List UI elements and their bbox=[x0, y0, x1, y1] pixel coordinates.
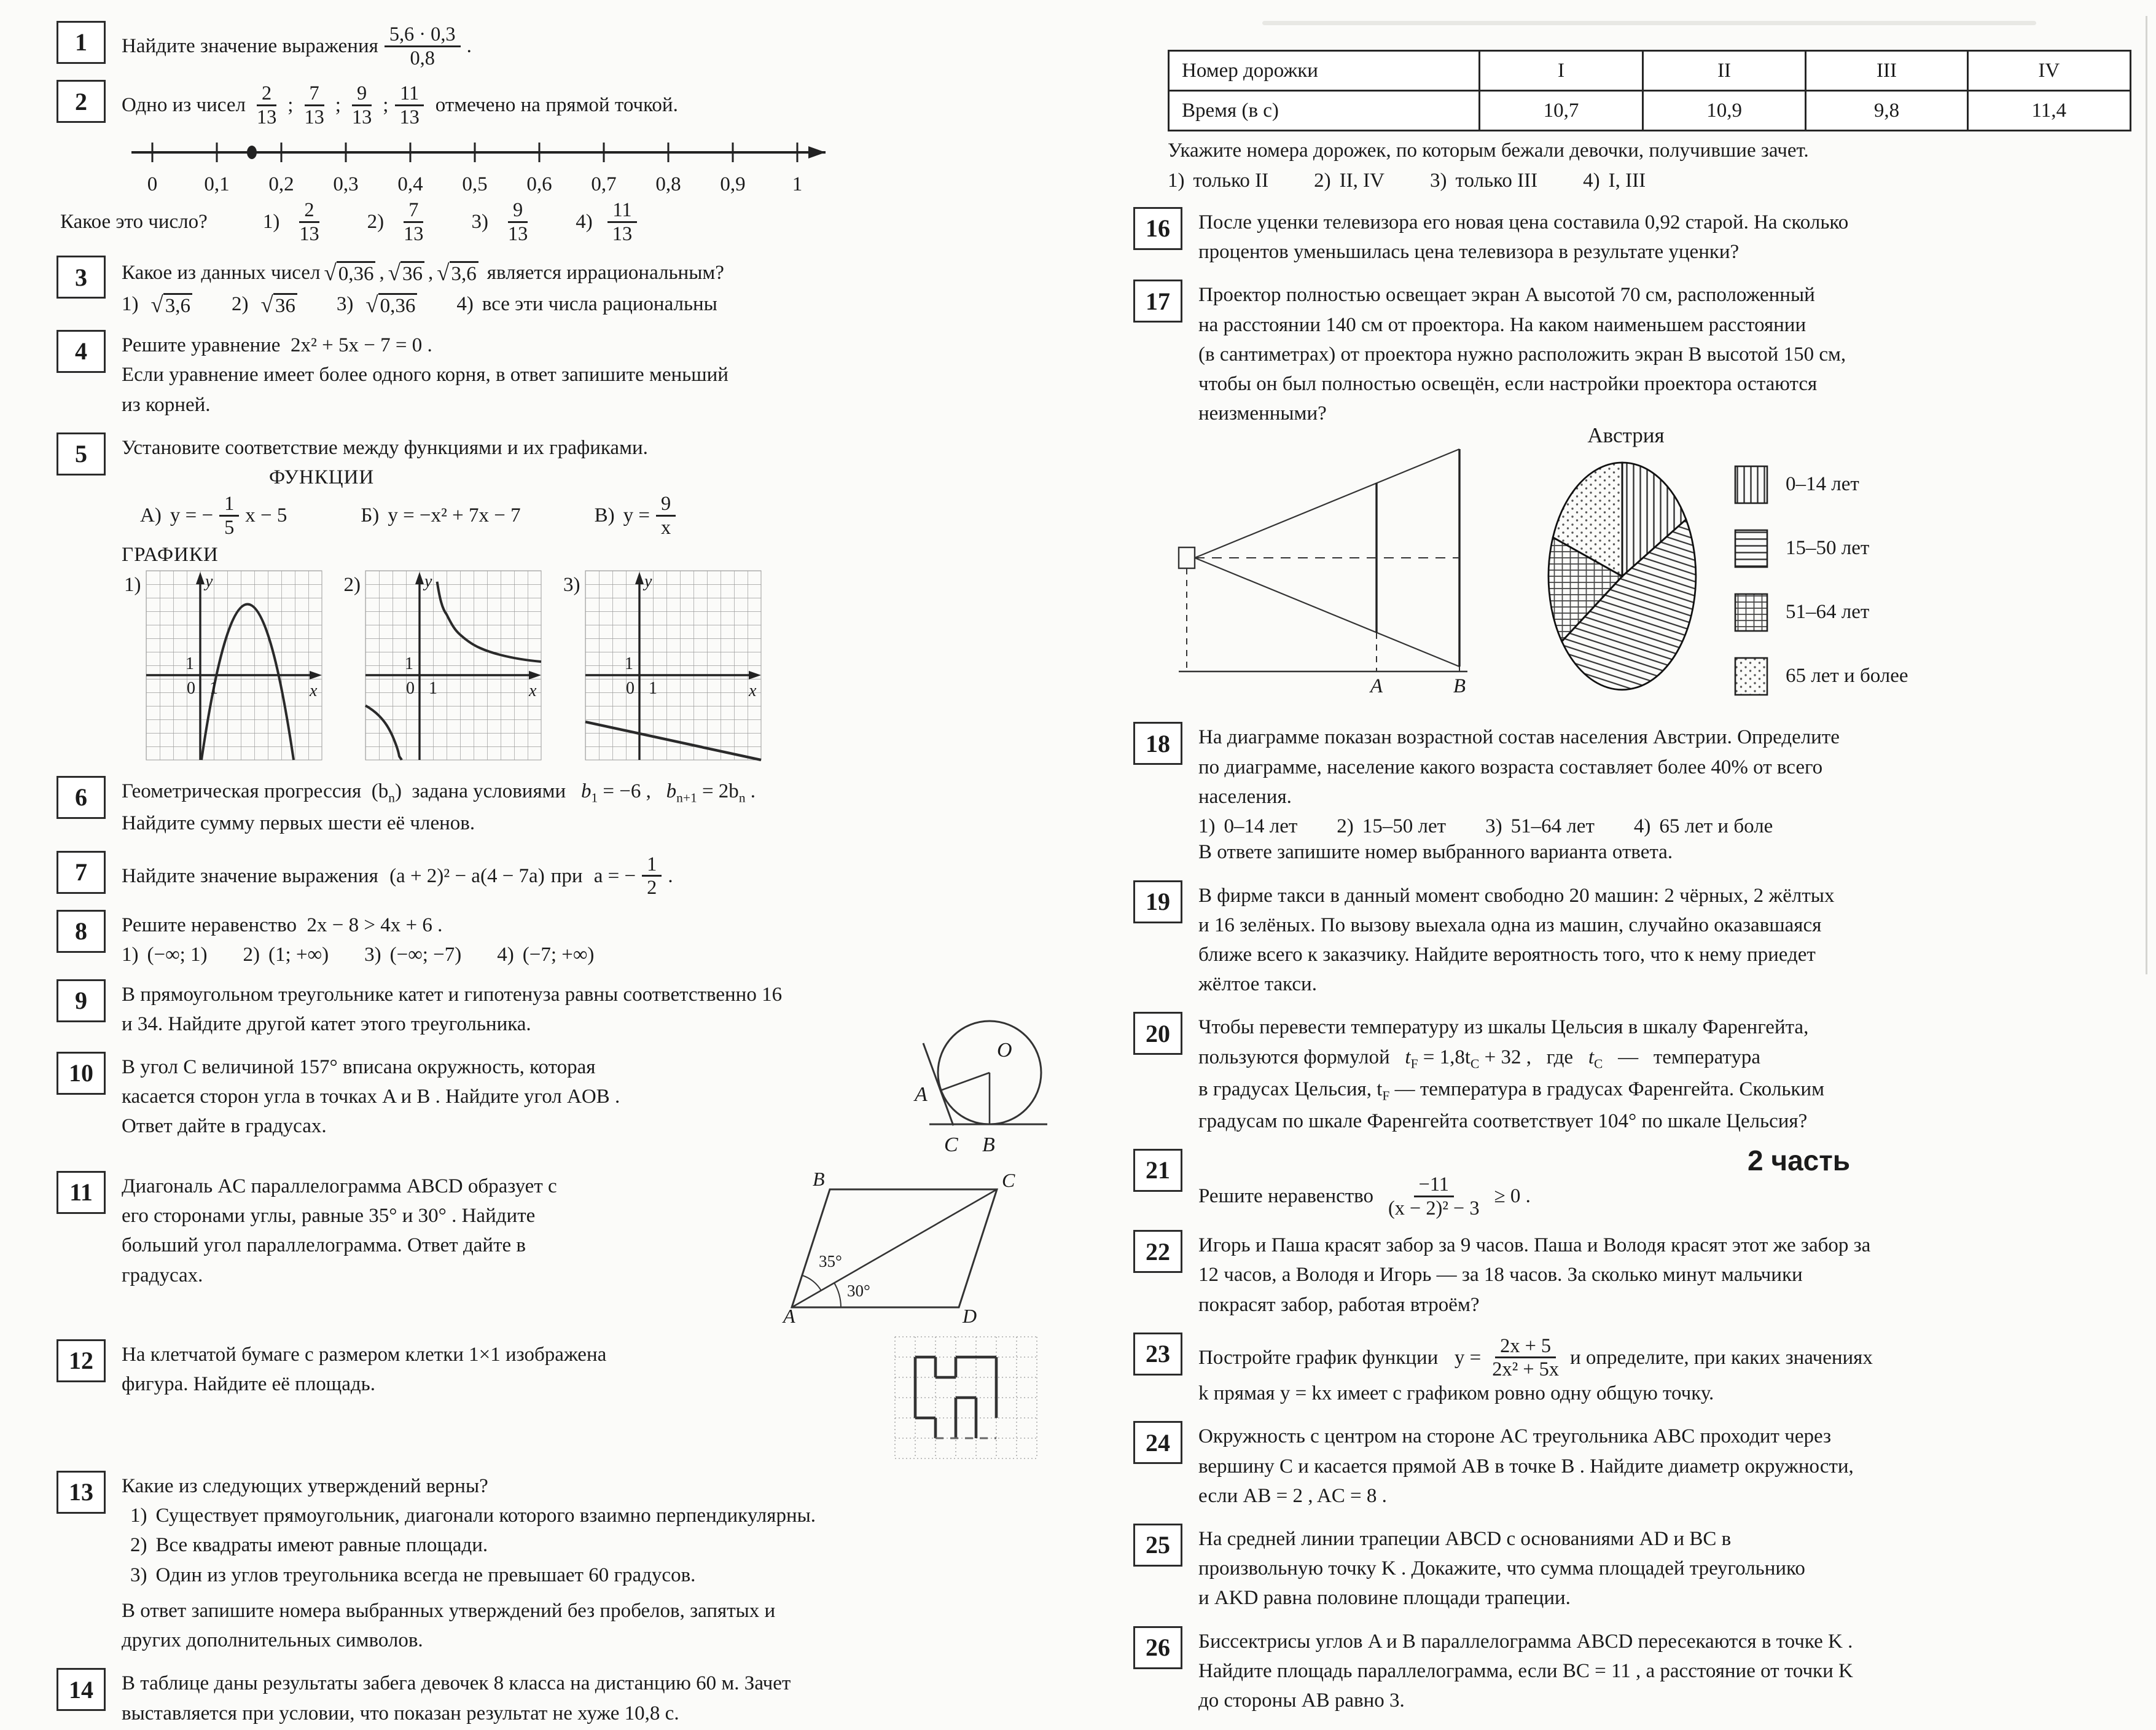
scan-smudge-artifact bbox=[1262, 21, 2036, 25]
problem-25 bbox=[1133, 1521, 2131, 1615]
problem-number: 24 bbox=[1133, 1421, 1182, 1464]
problem-text: Геометрическая прогрессия $(b_n)$ задана условиями $b_1 = -6$ , $b_{n+1} = 2b_n$ . Найдите сумму первых шести её членов. bbox=[122, 780, 756, 834]
option: 2) 15–50 лет bbox=[1337, 815, 1447, 838]
inscribed-circle-figure bbox=[892, 1011, 1053, 1160]
marked-point bbox=[247, 146, 257, 159]
problem-text: O A C B В угол C величиной 157° вписана окружность, которая касается сторон угла в точках A и B . Найдите угол AOB . Ответ дайте в градусах. bbox=[122, 1049, 1053, 1160]
problem-number: 10 bbox=[57, 1052, 106, 1095]
problem-number: 22 bbox=[1133, 1230, 1182, 1273]
problem-8 bbox=[57, 907, 1053, 968]
number-line-figure bbox=[122, 134, 846, 198]
table-header-cell: II bbox=[1642, 51, 1806, 91]
fraction: $\frac{7}{13}$ bbox=[304, 82, 324, 128]
problem-text: Решите уравнение 2x² + 5x − 7 = 0 . Если уравнение имеет более одного корня, в ответ запишите меньший из корней. bbox=[122, 334, 728, 416]
sequence-symbol: $(b_n)$ bbox=[371, 780, 402, 805]
svg-text:B: B bbox=[1453, 675, 1466, 697]
problem-number: 17 bbox=[1133, 280, 1182, 323]
problem-number: 14 bbox=[57, 1668, 106, 1711]
table-cell: 10,9 bbox=[1642, 91, 1806, 131]
problem-text: Одно из чисел $\frac{2}{13}$ ; $\frac{7}{13}$ ; $\frac{9}{13}$ ; $\frac{11}{13}$ отмечено на прямой точкой. 0 0,1 0,2 0,3 0,4 0,5 0,6 0,7 0,8 0,9 1 Какое это число? 1) $\frac{2}{13}$ 2) $\frac{7}{13}$ 3) $\frac{9}{13}$ 4) $\frac{11}{13}$ bbox=[122, 77, 1053, 245]
problem-number: 18 bbox=[1133, 722, 1182, 765]
formula: $t_F = 1,8t_C + 32$ , bbox=[1405, 1046, 1531, 1071]
svg-text:0,6: 0,6 bbox=[526, 173, 552, 196]
problem-text: Окружность с центром на стороне AC треугольника ABC проходит через вершину C и касается прямой AB в точке B . Найдите диаметр окружности, если AB = 2 , AC = 8 . bbox=[1198, 1425, 1854, 1507]
sqrt: √0,36 bbox=[324, 258, 375, 287]
problem-text: Установите соответствие между функциями и их графиками. ФУНКЦИИ А) y = − $\frac{1}{5}$ x − 5 Б) y = −x² + 7x − 7 В) y = $\frac{9}{x}$ ГРАФИКИ 1) y x 1 0 1 2) y x 1 0 1 3) y x 1 0 1 bbox=[122, 430, 1053, 765]
pie-chart bbox=[1542, 450, 1709, 705]
problem-text: Чтобы перевести температуру из шкалы Цельсия в шкалу Фаренгейта, пользуются формулой $t_F = 1,8t_C + 32$ , где $t_C$ — температура в градусах Цельсия, $t_F$ — температура в градусах Фаренгейта. Скольким градусам по шкале Фаренгейта соответствует 104° по шкале Цельсия? bbox=[1198, 1009, 2131, 1138]
svg-text:1: 1 bbox=[648, 678, 657, 698]
legend-item bbox=[1734, 657, 1908, 696]
svg-text:A: A bbox=[1370, 675, 1383, 697]
function-c: В) y = $\frac{9}{x}$ bbox=[595, 493, 682, 538]
legend-item bbox=[1734, 529, 1908, 568]
problem-text: Игорь и Паша красят забор за 9 часов. Паша и Володя красят этот же забор за 12 часов, а Володя и Игорь — за 18 часов. За сколько минут мальчики покрасят забор, работая втроём? bbox=[1198, 1234, 1871, 1316]
option: 4) 65 лет и боле bbox=[1633, 815, 1773, 838]
problem-text: Проектор полностью освещает экран A высотой 70 см, расположенный на расстоянии 140 см от проектора. На каком наименьшем расстоянии (в сантиметрах) от проектора нужно расположить экран B высотой 150 см, чтобы он был полностью освещён, если настройки проектора остаются неизменными? A B Австрия 0–14 лет 15–50 лет 51–64 лет 65 лет и более bbox=[1198, 277, 2131, 711]
problem-number: 26 bbox=[1133, 1626, 1182, 1669]
svg-text:1: 1 bbox=[429, 678, 437, 698]
text: отмечено на прямой точкой. bbox=[435, 94, 678, 117]
problem-number: 16 bbox=[1133, 207, 1182, 250]
fraction: $\frac{9}{13}$ bbox=[507, 198, 528, 245]
problem-1 bbox=[57, 18, 1053, 69]
pie-chart-block bbox=[1542, 422, 1709, 705]
problem-19 bbox=[1133, 878, 2131, 1001]
fraction: $\frac{1}{2}$ bbox=[642, 853, 662, 899]
problem-14 bbox=[57, 1665, 1053, 1729]
svg-text:1: 1 bbox=[792, 173, 803, 196]
problem-number: 5 bbox=[57, 432, 106, 476]
svg-text:1: 1 bbox=[209, 678, 218, 698]
fraction: $\frac{2}{13}$ bbox=[299, 198, 319, 245]
fraction: $\frac{1}{5}$ bbox=[219, 493, 239, 538]
problem-number: 23 bbox=[1133, 1333, 1182, 1376]
svg-text:A: A bbox=[783, 1305, 795, 1327]
svg-text:y: y bbox=[644, 571, 652, 591]
problem-5 bbox=[57, 430, 1053, 765]
problem-11 bbox=[57, 1168, 1053, 1328]
svg-text:0,4: 0,4 bbox=[397, 173, 423, 196]
problem-text: Биссектрисы углов A и B параллелограмма ABCD пересекаются в точке K . Найдите площадь параллелограмма, если BC = 11 , а расстояние от точки K до стороны AB равно 3. bbox=[1198, 1630, 1853, 1712]
option: 3) только III bbox=[1429, 169, 1538, 192]
problem-text: Решите неравенство $\frac{-11}{\text{(x − 2)² − 3}}$ ≥ 0 . bbox=[1198, 1173, 1531, 1219]
svg-text:0: 0 bbox=[625, 678, 635, 698]
svg-text:A: A bbox=[915, 1083, 928, 1106]
svg-text:0: 0 bbox=[186, 678, 195, 698]
problem-text: Какое из данных чисел √0,36 , √36 , √3,6 является иррациональным? 1) √3,6 2) √36 3) √0,36 4) все эти числа рациональны bbox=[122, 253, 1053, 319]
problem-20 bbox=[1133, 1009, 2131, 1138]
text: Найдите значение выражения bbox=[122, 34, 378, 57]
svg-text:35°: 35° bbox=[819, 1252, 842, 1270]
symbol: $t_C$ bbox=[1588, 1046, 1603, 1071]
problem-number: 6 bbox=[57, 776, 106, 819]
option: 2) √36 bbox=[232, 290, 301, 319]
option: 4) $\frac{11}{13}$ bbox=[576, 199, 643, 245]
function-b: Б) y = −x² + 7x − 7 bbox=[361, 504, 521, 527]
problem-text: На клетчатой бумаге с размером клетки 1×1 изображена фигура. Найдите её площадь. bbox=[122, 1337, 1053, 1460]
fraction: $\frac{7}{13}$ bbox=[404, 198, 424, 245]
option: 4) I, III bbox=[1583, 169, 1646, 192]
svg-text:1: 1 bbox=[405, 654, 413, 673]
table-cell: 11,4 bbox=[1967, 91, 2130, 131]
expression: (a + 2)² − a(4 − 7a) bbox=[389, 864, 545, 887]
svg-text:30°: 30° bbox=[847, 1282, 870, 1300]
svg-text:x: x bbox=[529, 681, 537, 700]
pie-legend bbox=[1734, 465, 1908, 696]
fraction: $\frac{2x + 5}{\text{2x² + 5x}}$ bbox=[1492, 1334, 1559, 1380]
problem-number: 7 bbox=[57, 851, 106, 894]
graph-2: 2) y x 1 0 1 bbox=[344, 571, 542, 760]
problem-number: 8 bbox=[57, 910, 106, 953]
problem-number: 19 bbox=[1133, 880, 1182, 923]
legend-label: 51–64 лет bbox=[1786, 601, 1870, 624]
problem-text bbox=[122, 18, 1053, 69]
projector-figure bbox=[1174, 431, 1518, 695]
table-row bbox=[1169, 51, 2131, 91]
question: Укажите номера дорожек, по которым бежали девочки, получившие зачет. bbox=[1168, 139, 1809, 162]
legend-item bbox=[1734, 465, 1908, 504]
results-table bbox=[1168, 50, 2131, 131]
legend-label: 15–50 лет bbox=[1786, 537, 1870, 560]
svg-text:C: C bbox=[944, 1133, 958, 1156]
problem-12 bbox=[57, 1337, 1053, 1460]
svg-text:0,3: 0,3 bbox=[333, 173, 359, 196]
arrow-icon bbox=[808, 146, 826, 159]
text: Одно из чисел bbox=[122, 94, 246, 117]
functions-title: ФУНКЦИИ bbox=[269, 466, 375, 488]
table-header-cell: I bbox=[1480, 51, 1643, 91]
equation: 2x² + 5x − 7 = 0 . bbox=[290, 334, 432, 357]
svg-text:y: y bbox=[424, 571, 432, 591]
problem-6 bbox=[57, 773, 1053, 840]
problem-15 bbox=[1133, 50, 2131, 194]
option: 3) √0,36 bbox=[337, 290, 421, 319]
problem-text: Найдите значение выражения (a + 2)² − a(4 − 7a) при a = − $\frac{1}{2}$ . bbox=[122, 852, 673, 899]
problem-10 bbox=[57, 1039, 1053, 1160]
fraction: $\frac{-11}{\text{(x − 2)² − 3}}$ bbox=[1388, 1173, 1480, 1219]
problem-7 bbox=[57, 848, 1053, 899]
text: . bbox=[466, 34, 472, 57]
problem-number: 21 bbox=[1133, 1149, 1182, 1192]
statement-3: 3) Один из углов треугольника всегда не превышает 60 градусов. bbox=[130, 1564, 696, 1586]
part-2-label: 2 часть bbox=[1748, 1145, 1851, 1177]
fraction: $\frac{9}{x}$ bbox=[656, 493, 676, 538]
statement-1: 1) Существует прямоугольник, диагонали которого взаимно перпендикулярны. bbox=[130, 1505, 816, 1527]
problem-23 bbox=[1133, 1330, 2131, 1410]
svg-text:y: y bbox=[205, 571, 213, 591]
problem-18 bbox=[1133, 719, 2131, 869]
fraction: $\frac{11}{13}$ bbox=[607, 199, 637, 245]
problem-13 bbox=[57, 1468, 1053, 1657]
fraction: $\frac{11}{13}$ bbox=[394, 82, 424, 128]
svg-text:0,1: 0,1 bbox=[204, 173, 230, 196]
formula-line: пользуются формулой $t_F = 1,8t_C + 32$ , где $t_C$ — температура bbox=[1198, 1046, 1760, 1071]
table-header-cell: Номер дорожки bbox=[1169, 51, 1480, 91]
option: 3) 51–64 лет bbox=[1485, 815, 1595, 838]
condition-2: $b_{n+1} = 2b_n$ . bbox=[666, 780, 756, 805]
legend-swatch-horizontal-hatch bbox=[1734, 529, 1768, 568]
problem-number: 1 bbox=[57, 21, 106, 64]
problem-text: Какие из следующих утверждений верны? 1) Существует прямоугольник, диагонали которого взаимно перпендикулярны. 2) Все квадраты имеют равные площади. 3) Один из углов треугольника всегда не превышает 60 градусов. В ответ запишите номера выбранных утверждений без пробелов, запятых и других дополнительных символов. bbox=[122, 1468, 1053, 1657]
option: 4) все эти числа рациональны bbox=[456, 293, 717, 316]
problem-number: 20 bbox=[1133, 1012, 1182, 1055]
svg-text:0,2: 0,2 bbox=[268, 173, 294, 196]
condition-1: $b_1 = -6$ , bbox=[580, 780, 651, 805]
inequality: 2x − 8 > 4x + 6 . bbox=[307, 914, 443, 937]
svg-text:1: 1 bbox=[624, 654, 633, 673]
scan-edge-artifact bbox=[2146, 16, 2147, 974]
legend-label: 65 лет и более bbox=[1786, 665, 1908, 687]
table-header-cell: IV bbox=[1967, 51, 2130, 91]
option: 2) (1; +∞) bbox=[243, 944, 329, 966]
problem-17 bbox=[1133, 277, 2131, 711]
problem-number: 11 bbox=[57, 1171, 106, 1214]
svg-text:O: O bbox=[997, 1039, 1012, 1062]
option: 1) √3,6 bbox=[122, 290, 196, 319]
problem-3 bbox=[57, 253, 1053, 319]
problem-number: 2 bbox=[57, 80, 106, 123]
option: 2) $\frac{7}{13}$ bbox=[367, 199, 435, 245]
parallelogram-figure bbox=[783, 1168, 1053, 1327]
svg-text:0,5: 0,5 bbox=[462, 173, 488, 196]
problem-16 bbox=[1133, 205, 2131, 268]
table-cell: Время (в с) bbox=[1169, 91, 1480, 131]
statement-2: 2) Все квадраты имеют равные площади. bbox=[130, 1534, 488, 1557]
fraction: $\frac{9}{13}$ bbox=[351, 82, 372, 128]
table-row bbox=[1169, 91, 2131, 131]
question: Какое это число? bbox=[60, 211, 208, 233]
problem-text: Постройте график функции y = $\frac{2x + 5}{\text{2x² + 5x}}$ и определите, при каких значениях k прямая y = kx имеет с графиком ровно одну общую точку. bbox=[1198, 1334, 1873, 1405]
pie-chart-title: Австрия bbox=[1587, 423, 1665, 447]
svg-text:C: C bbox=[1002, 1169, 1015, 1191]
problem-text: На средней линии трапеции ABCD с основаниями AD и BC в произвольную точку K . Докажите, что сумма площадей треугольнико и AKD равна половине площади трапеции. bbox=[1198, 1528, 1805, 1610]
legend-swatch-vertical-hatch bbox=[1734, 465, 1768, 504]
svg-text:D: D bbox=[963, 1305, 977, 1327]
table-cell: 10,7 bbox=[1480, 91, 1643, 131]
option: 3) (−∞; −7) bbox=[364, 944, 462, 966]
sqrt: √36 bbox=[388, 258, 424, 287]
fraction: $\frac{5,6 \cdot 0,3}{0,8}$ bbox=[385, 23, 461, 69]
option: 3) $\frac{9}{13}$ bbox=[471, 199, 539, 245]
problem-text: В таблице даны результаты забега девочек 8 класса на дистанцию 60 м. Зачет выставляется при условии, что показан результат не хуже 10,8 с. bbox=[122, 1672, 791, 1724]
problem-21 bbox=[1133, 1146, 2131, 1219]
svg-text:B: B bbox=[982, 1133, 995, 1156]
option: 4) (−7; +∞) bbox=[497, 944, 595, 966]
problem-text: B C A D 35° 30° Диагональ AC параллелограмма ABCD образует с его сторонами углы, равные 35° и 30° . Найдите больший угол параллелограмма. Ответ дайте в градусах. bbox=[122, 1168, 1053, 1328]
left-page bbox=[0, 0, 1072, 1724]
svg-text:0,9: 0,9 bbox=[720, 173, 746, 196]
svg-text:x: x bbox=[309, 681, 317, 700]
graph-1: 1) y x 1 0 1 bbox=[124, 571, 322, 760]
problem-26 bbox=[1133, 1624, 2131, 1718]
option: 1) $\frac{2}{13}$ bbox=[263, 199, 330, 245]
svg-text:B: B bbox=[813, 1168, 825, 1190]
svg-text:0,8: 0,8 bbox=[655, 173, 681, 196]
problem-24 bbox=[1133, 1419, 2131, 1513]
problem-2 bbox=[57, 77, 1053, 245]
problem-number: 25 bbox=[1133, 1524, 1182, 1567]
option: 1) (−∞; 1) bbox=[122, 944, 208, 966]
problem-text: На диаграмме показан возрастной состав населения Австрии. Определите по диаграмме, население какого возраста составляет более 40% от всего населения. 1) 0–14 лет 2) 15–50 лет 3) 51–64 лет 4) 65 лет и боле В ответе запишите номер выбранного варианта ответа. bbox=[1198, 726, 1840, 864]
table-cell: 9,8 bbox=[1806, 91, 1967, 131]
svg-text:0: 0 bbox=[147, 173, 158, 196]
option: 1) только II bbox=[1168, 169, 1269, 192]
problem-text: После уценки телевизора его новая цена составила 0,92 старой. На сколько процентов уменьшилась цена телевизора в результате уценки? bbox=[1198, 211, 1849, 264]
table-header-cell: III bbox=[1806, 51, 1967, 91]
problem-22 bbox=[1133, 1227, 2131, 1321]
problem-text: Решите неравенство 2x − 8 > 4x + 6 . 1) (−∞; 1) 2) (1; +∞) 3) (−∞; −7) 4) (−7; +∞) bbox=[122, 907, 1053, 968]
sqrt: √3,6 bbox=[437, 258, 478, 287]
svg-text:0: 0 bbox=[406, 678, 415, 698]
problem-number: 9 bbox=[57, 979, 106, 1022]
svg-text:x: x bbox=[748, 681, 756, 700]
svg-text:1: 1 bbox=[185, 654, 194, 673]
problem-text: В прямоугольном треугольнике катет и гипотенуза равны соответственно 16 и 34. Найдите другой катет этого треугольника. bbox=[122, 983, 783, 1035]
right-page bbox=[1072, 0, 2156, 1712]
grid-figure bbox=[895, 1337, 1037, 1460]
legend-item bbox=[1734, 593, 1908, 632]
fraction: $\frac{2}{13}$ bbox=[256, 82, 277, 128]
option: 2) II, IV bbox=[1314, 169, 1385, 192]
graph-3: 3) y x 1 0 1 bbox=[563, 571, 761, 760]
option: 1) 0–14 лет bbox=[1198, 815, 1298, 838]
problem-number: 12 bbox=[57, 1339, 106, 1382]
problem-number: 3 bbox=[57, 256, 106, 299]
legend-swatch-dots bbox=[1734, 657, 1768, 696]
function-a: А) y = − $\frac{1}{5}$ x − 5 bbox=[140, 492, 287, 538]
formula-line: в градусах Цельсия, $t_F$ — температура в градусах Фаренгейта. Скольким bbox=[1198, 1078, 1824, 1103]
problem-4 bbox=[57, 327, 1053, 421]
problem-number: 4 bbox=[57, 330, 106, 373]
legend-label: 0–14 лет bbox=[1786, 473, 1859, 496]
problem-text: В фирме такси в данный момент свободно 20 машин: 2 чёрных, 2 жёлтых и 16 зелёных. По вызову выехала одна из машин, случайно оказавшаяся ближе всего к заказчику. Найдите вероятность того, что к нему приедет жёлтое такси. bbox=[1198, 884, 1835, 996]
legend-swatch-cross-hatch bbox=[1734, 593, 1768, 632]
svg-text:0,7: 0,7 bbox=[591, 173, 617, 196]
problem-number: 13 bbox=[57, 1471, 106, 1514]
graphs-title: ГРАФИКИ bbox=[122, 544, 219, 566]
